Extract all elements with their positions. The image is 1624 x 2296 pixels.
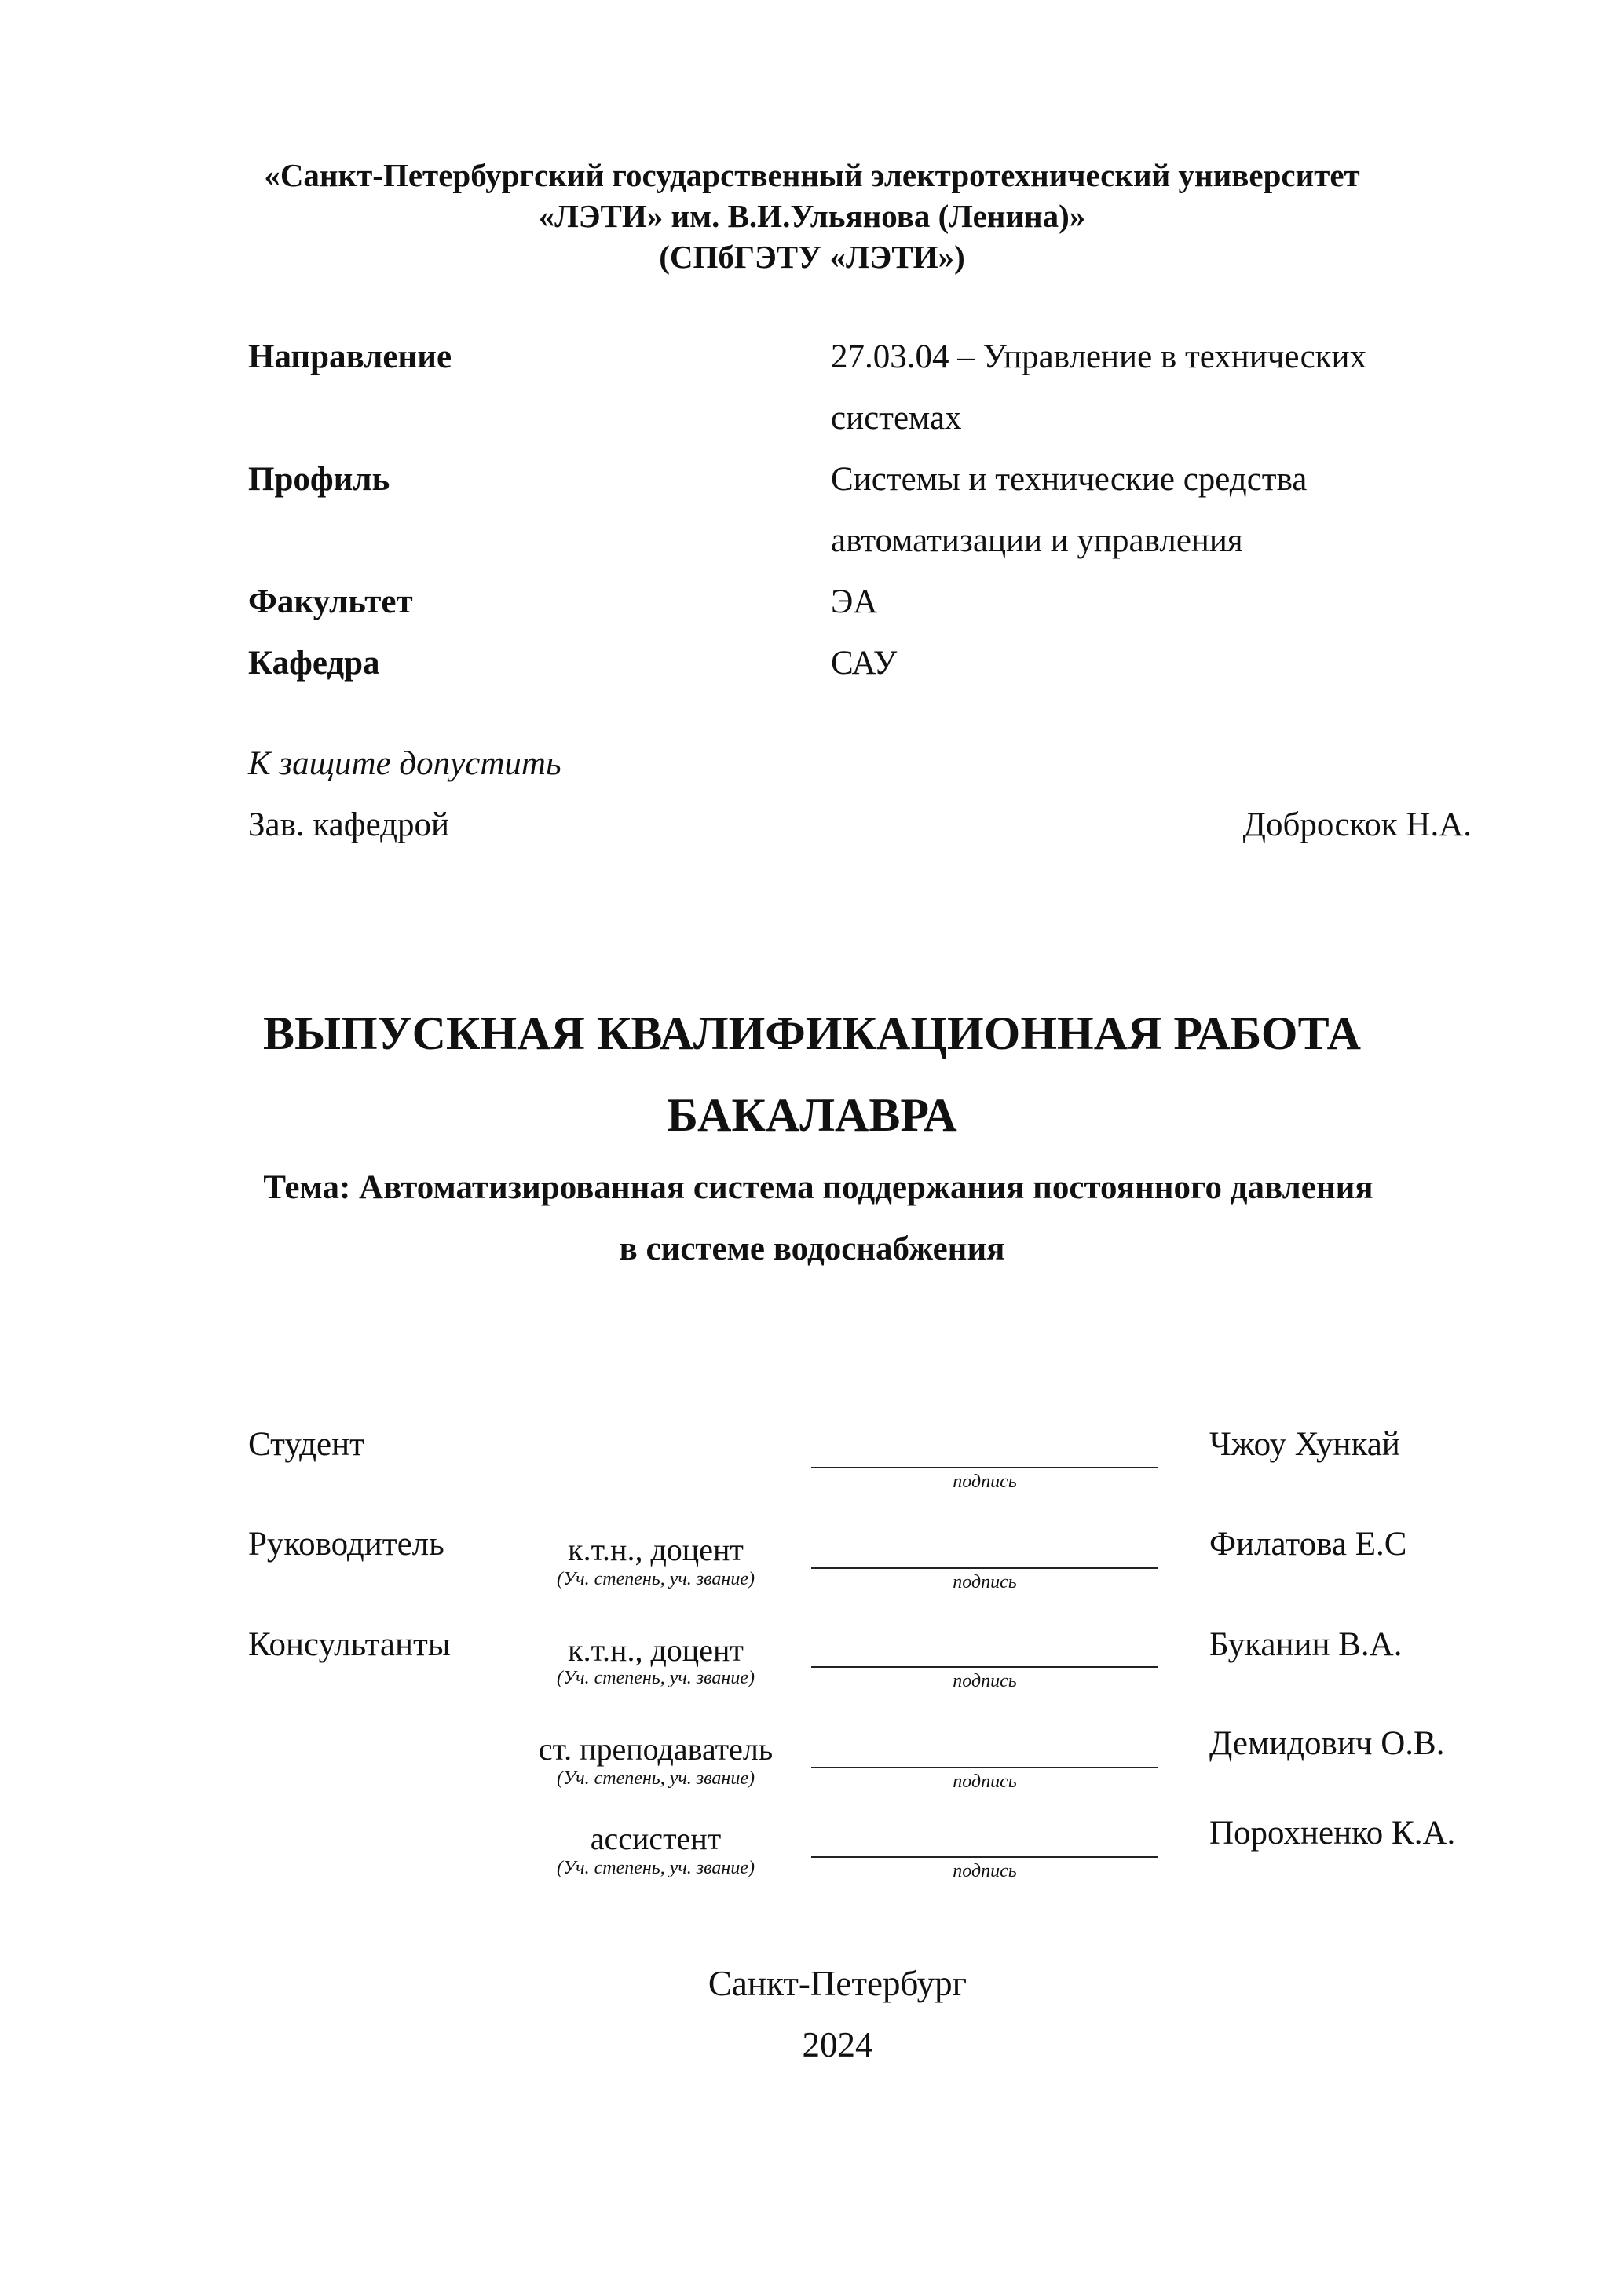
consultant1-degree: к.т.н., доцент bbox=[568, 1632, 744, 1668]
consultant1-name: Буканин В.А. bbox=[1209, 1626, 1403, 1663]
consultant1-signature-caption: подпись bbox=[953, 1671, 1017, 1691]
direction-value-line2: системах bbox=[831, 400, 962, 437]
profile-value-line1: Системы и технические средства bbox=[831, 461, 1308, 498]
document-title-line2: БАКАЛАВРА bbox=[667, 1089, 957, 1141]
consultants-label: Консультанты bbox=[248, 1626, 451, 1663]
supervisor-name: Филатова Е.С bbox=[1209, 1526, 1407, 1563]
consultant3-signature-caption: подпись bbox=[953, 1861, 1017, 1881]
consultant2-degree: ст. преподаватель bbox=[538, 1731, 774, 1767]
consultant3-name: Порохненко К.А. bbox=[1209, 1815, 1456, 1852]
university-name-line1: «Санкт-Петербургский государственный электротехнический университет bbox=[264, 157, 1360, 193]
supervisor-signature-caption: подпись bbox=[953, 1572, 1017, 1592]
faculty-label: Факультет bbox=[248, 583, 413, 620]
department-value: САУ bbox=[831, 645, 898, 682]
head-of-department-label: Зав. кафедрой bbox=[248, 806, 450, 843]
consultant1-degree-caption: (Уч. степень, уч. звание) bbox=[557, 1668, 755, 1688]
supervisor-label: Руководитель bbox=[248, 1526, 444, 1563]
student-name: Чжоу Хункай bbox=[1209, 1426, 1400, 1463]
document-title-line1: ВЫПУСКНАЯ КВАЛИФИКАЦИОННАЯ РАБОТА bbox=[263, 1007, 1361, 1059]
supervisor-degree-caption: (Уч. степень, уч. звание) bbox=[557, 1569, 755, 1589]
university-name-line2: «ЛЭТИ» им. В.И.Ульянова (Ленина)» bbox=[538, 198, 1086, 234]
profile-label: Профиль bbox=[248, 461, 390, 498]
student-label: Студент bbox=[248, 1426, 364, 1463]
consultant2-signature-line bbox=[811, 1767, 1158, 1768]
admission-note: К защите допустить bbox=[248, 745, 561, 782]
direction-label: Направление bbox=[248, 338, 452, 375]
consultant3-signature-line bbox=[811, 1856, 1158, 1858]
student-signature-caption: подпись bbox=[953, 1472, 1017, 1492]
consultant1-signature-line bbox=[811, 1666, 1158, 1668]
profile-value-line2: автоматизации и управления bbox=[831, 522, 1243, 559]
head-of-department-name: Доброскок Н.А. bbox=[1242, 806, 1472, 843]
student-signature-line bbox=[811, 1467, 1158, 1468]
consultant2-degree-caption: (Уч. степень, уч. звание) bbox=[557, 1768, 755, 1789]
supervisor-signature-line bbox=[811, 1567, 1158, 1569]
university-abbreviation: (СПбГЭТУ «ЛЭТИ») bbox=[659, 239, 965, 275]
department-label: Кафедра bbox=[248, 645, 380, 682]
year: 2024 bbox=[802, 2025, 873, 2064]
faculty-value: ЭА bbox=[831, 583, 878, 620]
topic-line1: Тема: Автоматизированная система поддержания постоянного давления bbox=[263, 1169, 1373, 1206]
topic-line2: в системе водоснабжения bbox=[619, 1230, 1005, 1267]
consultant3-degree: ассистент bbox=[590, 1821, 722, 1856]
consultant2-name: Демидович О.В. bbox=[1209, 1725, 1445, 1762]
consultant3-degree-caption: (Уч. степень, уч. звание) bbox=[557, 1858, 755, 1878]
direction-value-line1: 27.03.04 – Управление в технических bbox=[831, 338, 1367, 375]
consultant2-signature-caption: подпись bbox=[953, 1771, 1017, 1792]
supervisor-degree: к.т.н., доцент bbox=[568, 1532, 744, 1567]
city: Санкт-Петербург bbox=[708, 1964, 967, 2003]
